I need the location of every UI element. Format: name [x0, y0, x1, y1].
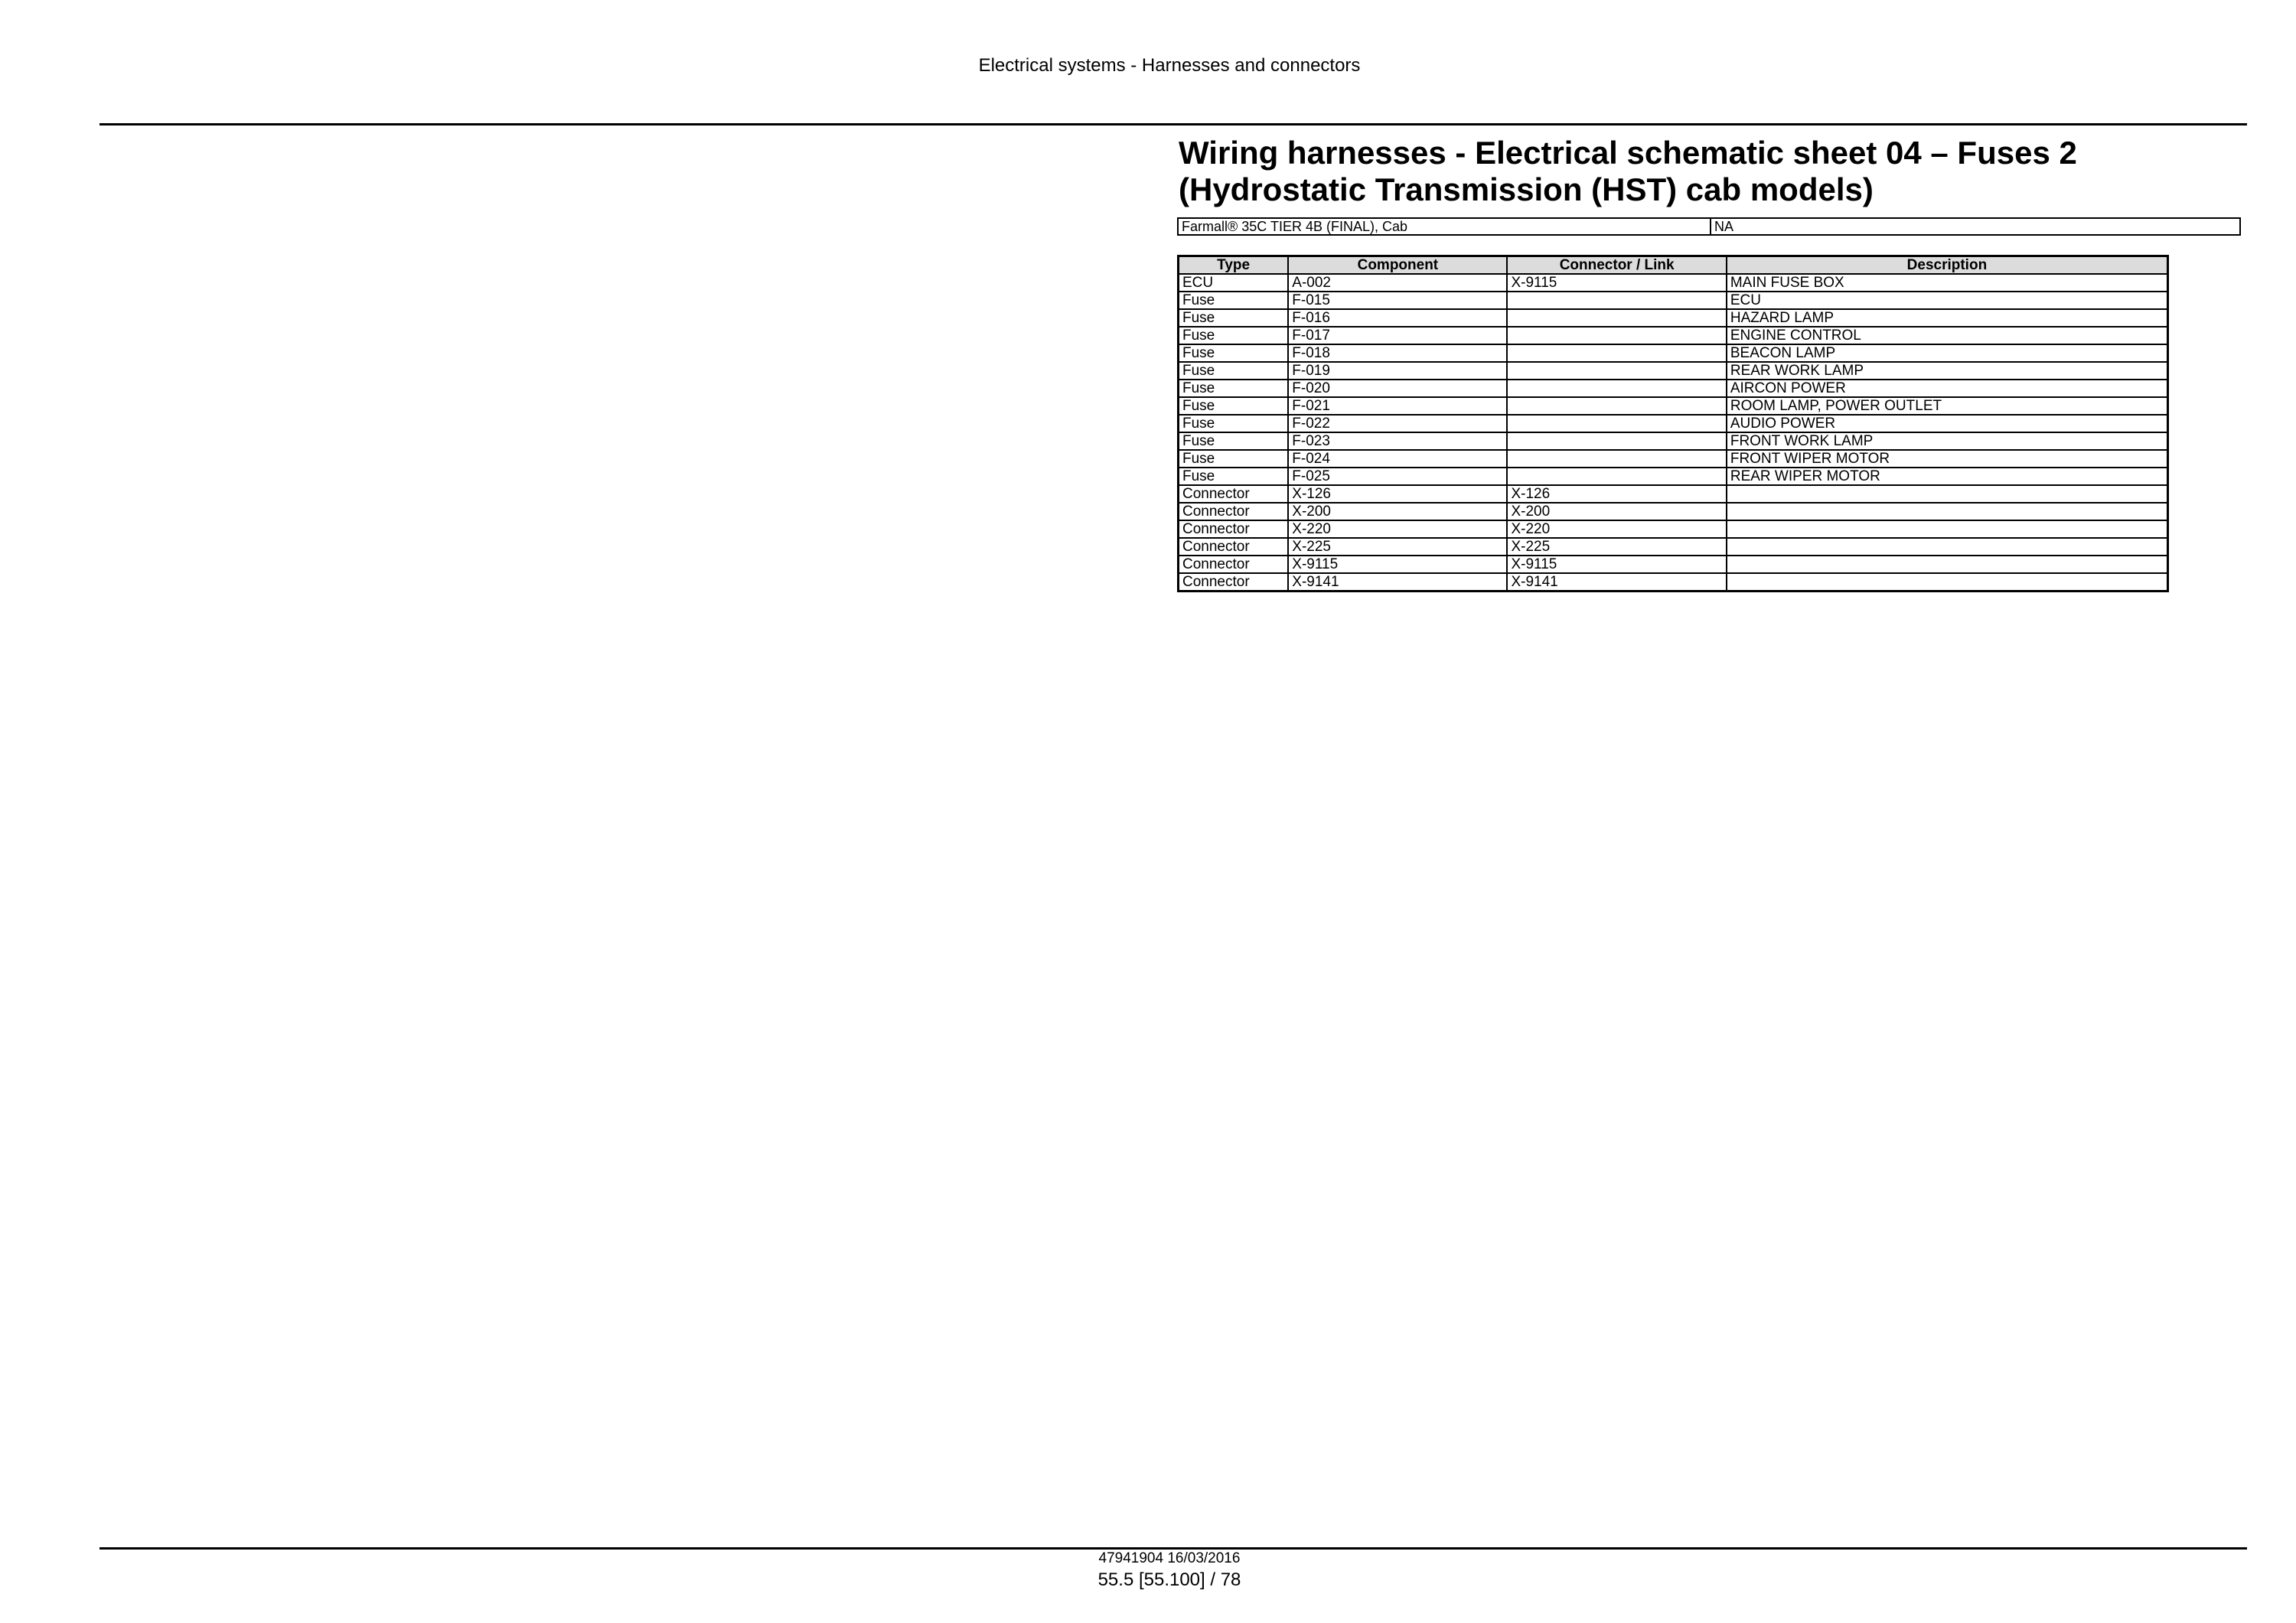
document-code: 47941904 16/03/2016	[1098, 1550, 1241, 1566]
cell-component: F-020	[1288, 380, 1507, 397]
table-row	[1179, 556, 2168, 573]
cell-component: X-225	[1288, 538, 1507, 556]
table-row	[1179, 327, 2168, 344]
cell-component: F-017	[1288, 327, 1507, 344]
cell-type: Fuse	[1179, 327, 1289, 344]
cell-type: Fuse	[1179, 380, 1289, 397]
cell-type: Connector	[1179, 538, 1289, 556]
table-row	[1179, 538, 2168, 556]
cell-connector-link	[1507, 327, 1726, 344]
cell-connector-link: X-225	[1507, 538, 1726, 556]
cell-type: Fuse	[1179, 344, 1289, 362]
cell-connector-link: X-126	[1507, 485, 1726, 503]
table-row	[1179, 309, 2168, 327]
table-row	[1179, 415, 2168, 432]
table-row	[1179, 344, 2168, 362]
cell-connector-link	[1507, 450, 1726, 468]
cell-type: Fuse	[1179, 415, 1289, 432]
table-row	[1179, 292, 2168, 309]
cell-connector-link	[1507, 397, 1726, 415]
page-title: Wiring harnesses - Electrical schematic sheet 04 – Fuses 2 (Hydrostatic Transmission (HST) cab models)	[1179, 135, 2077, 207]
cell-description: AUDIO POWER	[1727, 415, 2168, 432]
table-row	[1179, 520, 2168, 538]
cell-type: Fuse	[1179, 292, 1289, 309]
cell-connector-link: X-9115	[1507, 556, 1726, 573]
cell-component: X-220	[1288, 520, 1507, 538]
cell-connector-link	[1507, 344, 1726, 362]
table-row	[1179, 573, 2168, 592]
cell-connector-link: X-9141	[1507, 573, 1726, 592]
cell-component: X-9141	[1288, 573, 1507, 592]
cell-connector-link	[1507, 380, 1726, 397]
cell-connector-link: X-200	[1507, 503, 1726, 520]
column-header-component: Component	[1288, 256, 1507, 275]
cell-component: F-019	[1288, 362, 1507, 380]
table-row	[1179, 432, 2168, 450]
cell-description	[1727, 556, 2168, 573]
table-row	[1179, 380, 2168, 397]
cell-description: FRONT WIPER MOTOR	[1727, 450, 2168, 468]
model-applicability-row	[1177, 217, 2241, 236]
cell-component: F-022	[1288, 415, 1507, 432]
column-header-type: Type	[1179, 256, 1289, 275]
cell-connector-link	[1507, 432, 1726, 450]
cell-type: Connector	[1179, 556, 1289, 573]
cell-description: MAIN FUSE BOX	[1727, 274, 2168, 292]
cell-description: ENGINE CONTROL	[1727, 327, 2168, 344]
cell-connector-link	[1507, 362, 1726, 380]
column-header-description: Description	[1727, 256, 2168, 275]
cell-component: F-016	[1288, 309, 1507, 327]
table-row	[1179, 468, 2168, 485]
cell-type: Fuse	[1179, 397, 1289, 415]
cell-component: F-024	[1288, 450, 1507, 468]
cell-component: X-126	[1288, 485, 1507, 503]
model-name: Farmall® 35C TIER 4B (FINAL), Cab	[1179, 219, 1711, 234]
cell-component: F-021	[1288, 397, 1507, 415]
table-header-row	[1179, 256, 2168, 275]
cell-description: FRONT WORK LAMP	[1727, 432, 2168, 450]
cell-description	[1727, 538, 2168, 556]
cell-type: Fuse	[1179, 362, 1289, 380]
cell-description	[1727, 503, 2168, 520]
cell-connector-link	[1507, 468, 1726, 485]
cell-description: AIRCON POWER	[1727, 380, 2168, 397]
cell-connector-link	[1507, 292, 1726, 309]
cell-type: Connector	[1179, 503, 1289, 520]
table-row	[1179, 397, 2168, 415]
header-divider	[99, 123, 2247, 125]
page-header: Electrical systems - Harnesses and connectors	[978, 55, 1361, 76]
cell-component: F-018	[1288, 344, 1507, 362]
cell-type: Connector	[1179, 485, 1289, 503]
cell-type: Connector	[1179, 520, 1289, 538]
cell-description	[1727, 485, 2168, 503]
component-table	[1177, 255, 2169, 592]
cell-description: REAR WIPER MOTOR	[1727, 468, 2168, 485]
cell-type: ECU	[1179, 274, 1289, 292]
cell-component: X-200	[1288, 503, 1507, 520]
cell-description: ROOM LAMP, POWER OUTLET	[1727, 397, 2168, 415]
cell-type: Fuse	[1179, 450, 1289, 468]
cell-description: HAZARD LAMP	[1727, 309, 2168, 327]
region-code: NA	[1714, 219, 1734, 234]
cell-type: Fuse	[1179, 468, 1289, 485]
cell-component: F-023	[1288, 432, 1507, 450]
cell-connector-link	[1507, 309, 1726, 327]
cell-type: Connector	[1179, 573, 1289, 592]
cell-connector-link: X-220	[1507, 520, 1726, 538]
cell-description: REAR WORK LAMP	[1727, 362, 2168, 380]
cell-component: A-002	[1288, 274, 1507, 292]
page-number: 55.5 [55.100] / 78	[1097, 1569, 1241, 1590]
table-row	[1179, 485, 2168, 503]
cell-component: X-9115	[1288, 556, 1507, 573]
table-row	[1179, 503, 2168, 520]
cell-description: BEACON LAMP	[1727, 344, 2168, 362]
cell-connector-link	[1507, 415, 1726, 432]
cell-description	[1727, 573, 2168, 592]
cell-connector-link: X-9115	[1507, 274, 1726, 292]
column-header-connector-link: Connector / Link	[1507, 256, 1726, 275]
cell-description	[1727, 520, 2168, 538]
cell-type: Fuse	[1179, 432, 1289, 450]
cell-component: F-025	[1288, 468, 1507, 485]
cell-description: ECU	[1727, 292, 2168, 309]
table-row	[1179, 362, 2168, 380]
cell-type: Fuse	[1179, 309, 1289, 327]
cell-component: F-015	[1288, 292, 1507, 309]
table-row	[1179, 274, 2168, 292]
table-row	[1179, 450, 2168, 468]
